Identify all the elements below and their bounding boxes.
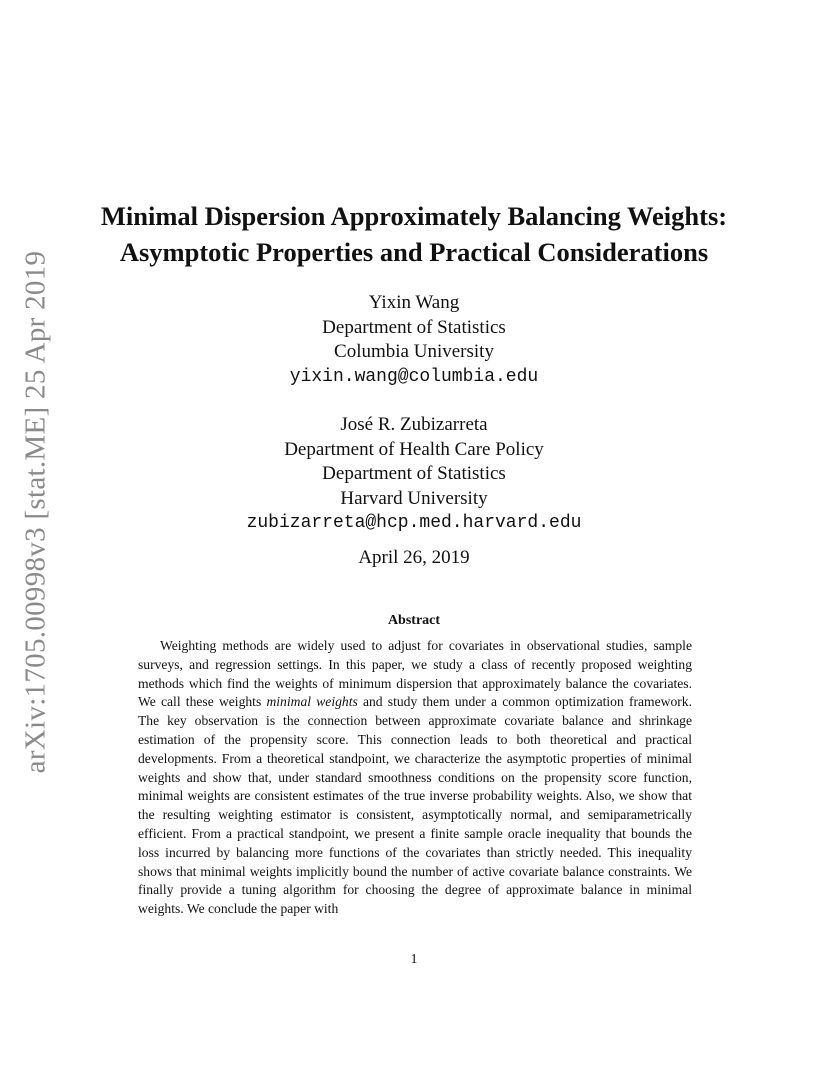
author-email: zubizarreta@hcp.med.harvard.edu [246,513,582,533]
author-block-1 [0,291,828,389]
abstract-text [138,637,692,919]
author-name: Yixin Wang [368,292,460,313]
author-affiliation: Department of Statistics [322,463,506,484]
paper-title-line-1: Minimal Dispersion Approximately Balancing Weights: [100,201,728,231]
arxiv-identifier-stamp: arXiv:1705.00998v3 [stat.ME] 25 Apr 2019 [19,250,52,774]
abstract-emphasis: minimal weights [266,694,358,710]
author-affiliation: Department of Health Care Policy [284,438,544,460]
paper-title-line-2: Asymptotic Properties and Practical Considerations [119,237,709,267]
author-block-2 [0,413,828,536]
author-affiliation: Harvard University [340,487,488,509]
page-number: 1 [410,952,418,967]
abstract-text-part-2: and study them under a common optimization framework. The key observation is the connection between approximate covariate balance and shrinkage estimation of the propensity score. This connection leads to both theoretical and practical developments. From a theoretical standpoint, we characterize the asymptotic properties of minimal weights and show that, under standard smoothness conditions on the propensity score function, minimal weights are consistent estimates of the true inverse probability weights. Also, we show that the resulting weighting estimator is consistent, asymptotically normal, and semiparametrically efficient. From a practical standpoint, we present a finite sample oracle inequality that bounds the loss incurred by balancing more functions of the covariates than strictly needed. This inequality shows that minimal weights implicitly bound the number of active covariate balance constraints. We finally provide a tuning algorithm for choosing the degree of approximate balance in minimal weights. We conclude the paper with [138,694,692,917]
author-email: yixin.wang@columbia.edu [289,366,539,387]
paper-title [0,198,828,270]
author-affiliation: Columbia University [334,341,494,362]
abstract-text-part-1: Weighting methods are widely used to adjust for covariates in observational studies, sample surveys, and regression settings. In this paper, we study a class of recently proposed weighting methods which find the weights of minimum dispersion that approximately balance the covariates. We call these weights [138,638,692,710]
author-affiliation: Department of Statistics [322,316,506,338]
author-name: José R. Zubizarreta [340,414,488,435]
abstract-heading: Abstract [387,613,441,628]
publication-date: April 26, 2019 [358,547,470,568]
